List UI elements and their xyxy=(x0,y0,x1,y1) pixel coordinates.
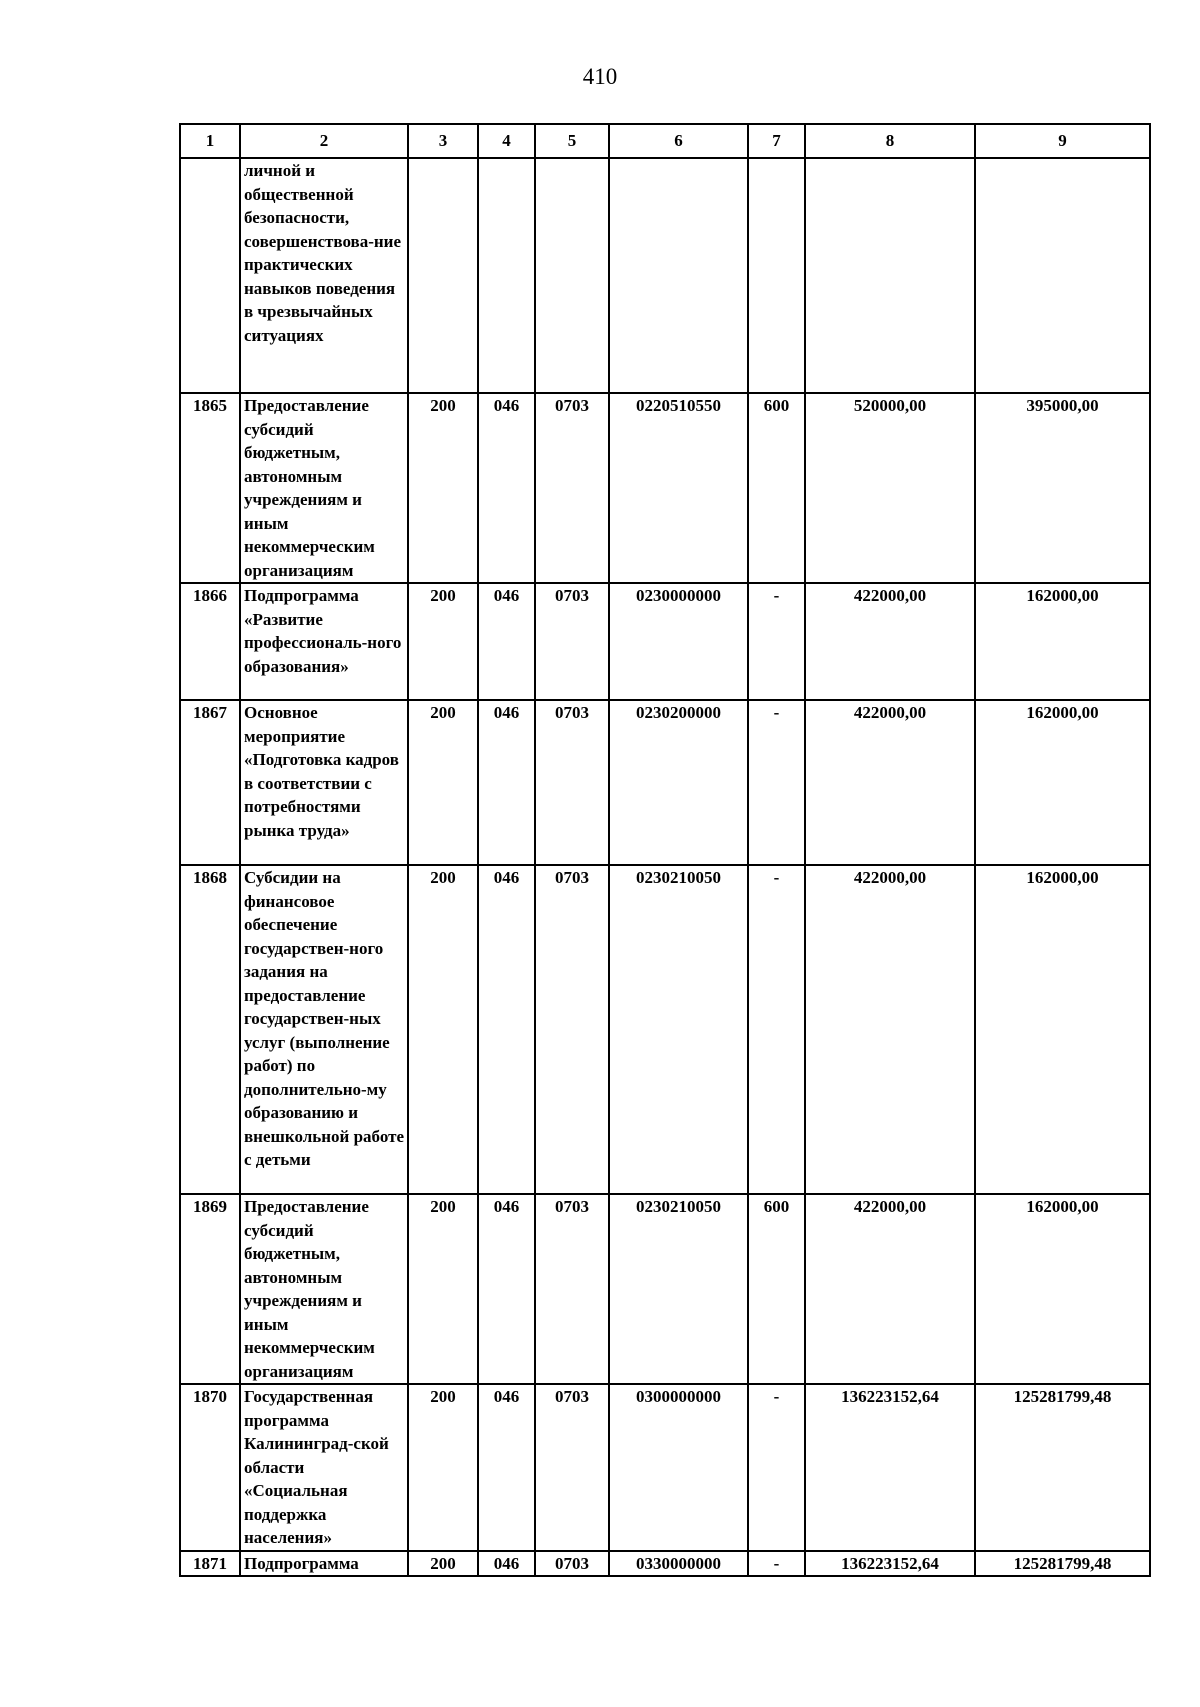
code-cell: 200 xyxy=(408,393,478,583)
description-cell: Субсидии на финансовое обеспечение государствен-ного задания на предоставление государствен-ных услуг (выполнение работ) по дополнительно-му образованию и внешкольной работе с детьми xyxy=(240,865,408,1194)
amount-cell: 162000,00 xyxy=(975,865,1150,1194)
description-cell: Подпрограмма xyxy=(240,1551,408,1577)
code-cell: 200 xyxy=(408,583,478,700)
code-cell: 0703 xyxy=(535,583,609,700)
code-cell: 200 xyxy=(408,700,478,865)
column-header: 4 xyxy=(478,124,535,158)
code-cell: 0300000000 xyxy=(609,1384,748,1551)
row-number-cell: 1865 xyxy=(180,393,240,583)
row-number-cell: 1868 xyxy=(180,865,240,1194)
header-row xyxy=(180,124,1150,158)
code-cell: 046 xyxy=(478,700,535,865)
row-number-cell: 1869 xyxy=(180,1194,240,1384)
row-number-cell: 1870 xyxy=(180,1384,240,1551)
description-cell: Предоставление субсидий бюджетным, автономным учреждениям и иным некоммерческим организациям xyxy=(240,1194,408,1384)
amount-cell: 422000,00 xyxy=(805,865,975,1194)
code-cell xyxy=(609,158,748,393)
description-cell: личной и общественной безопасности, совершенствова-ние практических навыков поведения в чрезвычайных ситуациях xyxy=(240,158,408,393)
amount-cell: 136223152,64 xyxy=(805,1384,975,1551)
code-cell: 0703 xyxy=(535,1384,609,1551)
table-row xyxy=(180,158,1150,393)
code-cell: 046 xyxy=(478,583,535,700)
code-cell: 0230200000 xyxy=(609,700,748,865)
table-row xyxy=(180,865,1150,1194)
description-cell: Подпрограмма «Развитие профессиональ-ного образования» xyxy=(240,583,408,700)
column-header: 7 xyxy=(748,124,805,158)
code-cell: 0703 xyxy=(535,1551,609,1577)
amount-cell xyxy=(805,158,975,393)
amount-cell: 395000,00 xyxy=(975,393,1150,583)
code-cell: - xyxy=(748,1551,805,1577)
code-cell: - xyxy=(748,1384,805,1551)
row-number-cell: 1867 xyxy=(180,700,240,865)
code-cell: 200 xyxy=(408,1194,478,1384)
page-number: 410 xyxy=(582,64,618,89)
code-cell: 0330000000 xyxy=(609,1551,748,1577)
row-number-cell: 1871 xyxy=(180,1551,240,1577)
row-number-cell xyxy=(180,158,240,393)
code-cell: 046 xyxy=(478,1551,535,1577)
amount-cell: 162000,00 xyxy=(975,1194,1150,1384)
code-cell: 046 xyxy=(478,1384,535,1551)
table-row xyxy=(180,700,1150,865)
code-cell xyxy=(748,158,805,393)
amount-cell xyxy=(975,158,1150,393)
column-header: 8 xyxy=(805,124,975,158)
amount-cell: 125281799,48 xyxy=(975,1551,1150,1577)
table-row xyxy=(180,583,1150,700)
table-row xyxy=(180,1384,1150,1551)
amount-cell: 136223152,64 xyxy=(805,1551,975,1577)
description-cell: Предоставление субсидий бюджетным, автономным учреждениям и иным некоммерческим организациям xyxy=(240,393,408,583)
amount-cell: 162000,00 xyxy=(975,583,1150,700)
amount-cell: 422000,00 xyxy=(805,1194,975,1384)
column-header: 6 xyxy=(609,124,748,158)
column-header: 2 xyxy=(240,124,408,158)
code-cell: - xyxy=(748,583,805,700)
table-row xyxy=(180,393,1150,583)
code-cell: 046 xyxy=(478,865,535,1194)
code-cell: 600 xyxy=(748,1194,805,1384)
column-header: 5 xyxy=(535,124,609,158)
code-cell: 200 xyxy=(408,1384,478,1551)
code-cell: 200 xyxy=(408,865,478,1194)
code-cell: 600 xyxy=(748,393,805,583)
code-cell: 0230210050 xyxy=(609,865,748,1194)
amount-cell: 162000,00 xyxy=(975,700,1150,865)
code-cell: 0230210050 xyxy=(609,1194,748,1384)
code-cell: 0703 xyxy=(535,865,609,1194)
code-cell: - xyxy=(748,700,805,865)
code-cell xyxy=(408,158,478,393)
code-cell xyxy=(478,158,535,393)
code-cell: 0230000000 xyxy=(609,583,748,700)
description-cell: Государственная программа Калининград-ской области «Социальная поддержка населения» xyxy=(240,1384,408,1551)
row-number-cell: 1866 xyxy=(180,583,240,700)
table-row xyxy=(180,1194,1150,1384)
amount-cell: 422000,00 xyxy=(805,700,975,865)
description-cell: Основное мероприятие «Подготовка кадров в соответствии с потребностями рынка труда» xyxy=(240,700,408,865)
code-cell: 200 xyxy=(408,1551,478,1577)
amount-cell: 125281799,48 xyxy=(975,1384,1150,1551)
code-cell: 0703 xyxy=(535,700,609,865)
code-cell: 046 xyxy=(478,1194,535,1384)
code-cell: - xyxy=(748,865,805,1194)
amount-cell: 422000,00 xyxy=(805,583,975,700)
code-cell: 0220510550 xyxy=(609,393,748,583)
column-header: 3 xyxy=(408,124,478,158)
column-header: 1 xyxy=(180,124,240,158)
amount-cell: 520000,00 xyxy=(805,393,975,583)
code-cell: 046 xyxy=(478,393,535,583)
column-header: 9 xyxy=(975,124,1150,158)
code-cell: 0703 xyxy=(535,1194,609,1384)
table-row xyxy=(180,1551,1150,1577)
code-cell xyxy=(535,158,609,393)
budget-table xyxy=(179,123,1151,1577)
code-cell: 0703 xyxy=(535,393,609,583)
